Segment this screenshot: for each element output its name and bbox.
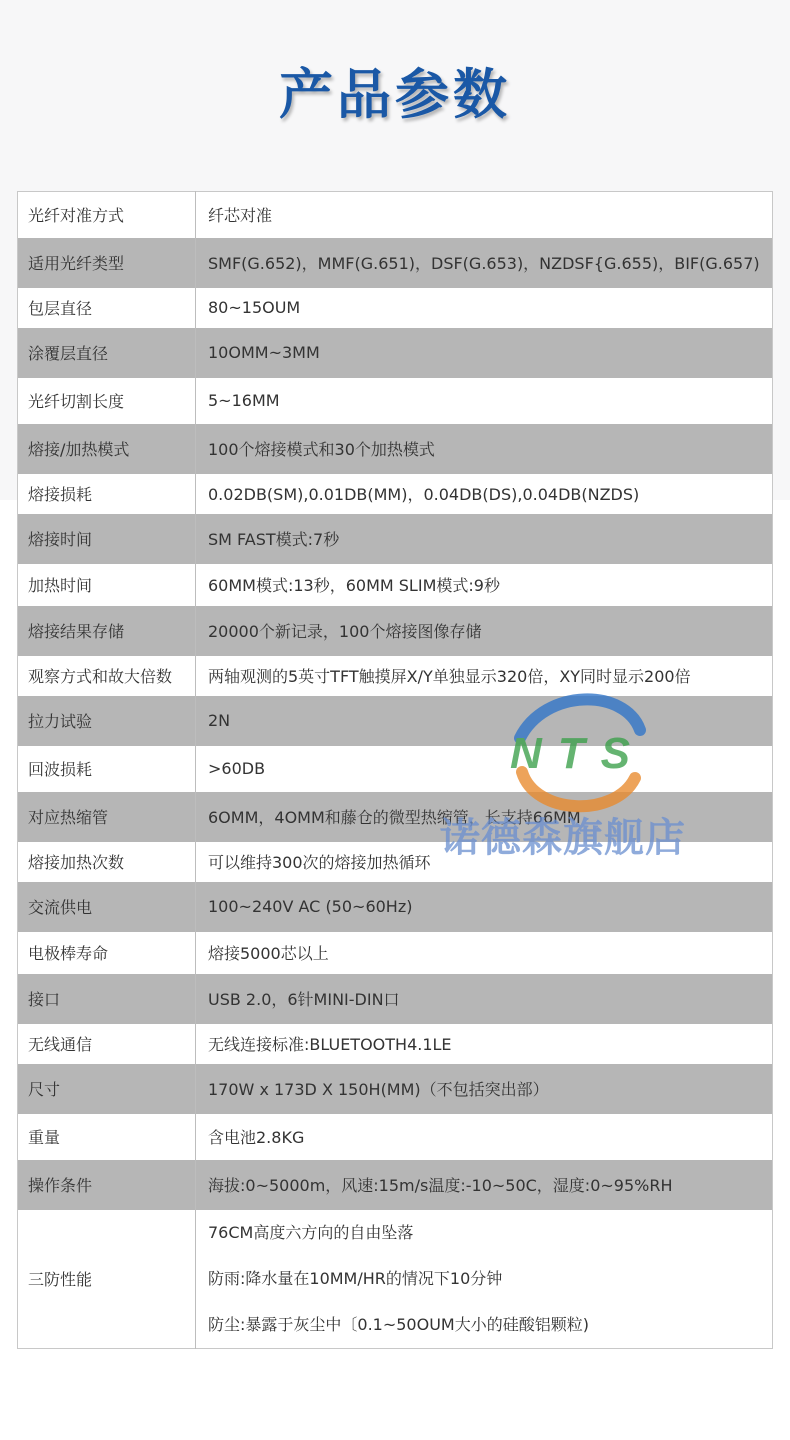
spec-key: 回波损耗	[18, 746, 196, 792]
spec-row	[18, 974, 773, 1024]
spec-key: 加热时间	[18, 564, 196, 606]
spec-row	[18, 238, 773, 288]
spec-value: >60DB	[208, 759, 266, 778]
spec-value: 6OMM，4OMM和藤仓的微型热缩管，长支持66MM	[208, 808, 581, 827]
spec-row-protection	[18, 1210, 773, 1349]
spec-value: 20000个新记录，100个熔接图像存储	[208, 622, 482, 641]
spec-key: 熔接结果存储	[18, 606, 196, 656]
spec-key: 适用光纤类型	[18, 238, 196, 288]
spec-value: 100~240V AC (50~60Hz)	[208, 897, 413, 916]
spec-value: 5~16MM	[208, 391, 280, 410]
spec-key: 无线通信	[18, 1024, 196, 1064]
spec-key: 三防性能	[18, 1210, 196, 1349]
spec-value: 0.02DB(SM),0.01DB(MM)，0.04DB(DS),0.04DB(NZDS)	[208, 485, 640, 504]
spec-key: 对应热缩管	[18, 792, 196, 842]
spec-row	[18, 746, 773, 792]
spec-row	[18, 328, 773, 378]
spec-key: 接口	[18, 974, 196, 1024]
spec-value: 含电池2.8KG	[208, 1128, 305, 1147]
spec-table	[17, 191, 773, 1349]
spec-key: 拉力试验	[18, 696, 196, 746]
spec-key: 交流供电	[18, 882, 196, 932]
spec-value: 无线连接标准:BLUETOOTH4.1LE	[208, 1035, 452, 1054]
spec-key: 熔接/加热模式	[18, 424, 196, 474]
spec-row	[18, 606, 773, 656]
spec-key: 电极棒寿命	[18, 932, 196, 974]
spec-row	[18, 424, 773, 474]
spec-value: 100个熔接模式和30个加热模式	[208, 440, 435, 459]
spec-row	[18, 1160, 773, 1210]
spec-row	[18, 192, 773, 238]
spec-value: SM FAST模式:7秒	[208, 530, 340, 549]
protection-line: 防尘:暴露于灰尘中〔0.1~50OUM大小的硅酸铝颗粒)	[208, 1314, 589, 1334]
spec-row	[18, 514, 773, 564]
logo-letter-n: NTS	[510, 729, 630, 778]
protection-line: 76CM高度六方向的自由坠落	[208, 1222, 414, 1242]
spec-key: 包层直径	[18, 288, 196, 328]
spec-value: USB 2.0，6针MINI-DIN口	[208, 990, 400, 1009]
spec-key: 涂覆层直径	[18, 328, 196, 378]
spec-value: 2N	[208, 711, 231, 730]
spec-value: SMF(G.652)，MMF(G.651)，DSF(G.653)，NZDSF{G.655)，BIF(G.657)	[208, 254, 760, 273]
spec-value: 纤芯对准	[208, 206, 273, 226]
spec-value-multiline	[196, 1210, 773, 1349]
spec-row	[18, 378, 773, 424]
protection-line: 防雨:降水量在10MM/HR的情况下10分钟	[208, 1268, 503, 1288]
spec-key: 熔接损耗	[18, 474, 196, 514]
spec-row	[18, 932, 773, 974]
spec-row	[18, 1064, 773, 1114]
spec-value: 海拔:0~5000m，风速:15m/s温度:-10~50C，湿度:0~95%RH	[208, 1176, 673, 1195]
spec-key: 尺寸	[18, 1064, 196, 1114]
spec-value: 60MM模式:13秒，60MM SLIM模式:9秒	[208, 576, 500, 595]
spec-table-body	[18, 192, 773, 1349]
spec-key: 观察方式和故大倍数	[18, 656, 196, 696]
spec-row	[18, 882, 773, 932]
store-name-watermark: 诺德森旗舰店	[440, 815, 686, 861]
page-title: 产品参数	[279, 63, 511, 126]
spec-row	[18, 1024, 773, 1064]
spec-row	[18, 1114, 773, 1160]
spec-row	[18, 288, 773, 328]
spec-key: 操作条件	[18, 1160, 196, 1210]
spec-row	[18, 656, 773, 696]
spec-key: 光纤切割长度	[18, 378, 196, 424]
spec-value: 170W x 173D X 150H(MM)（不包括突出部）	[208, 1080, 549, 1099]
spec-key: 重量	[18, 1114, 196, 1160]
spec-value: 熔接5000芯以上	[208, 944, 329, 963]
spec-row	[18, 474, 773, 514]
spec-value: 两轴观测的5英寸TFT触摸屏X/Y单独显示320倍，XY同时显示200倍	[208, 667, 691, 686]
spec-row	[18, 564, 773, 606]
spec-value: 可以维持300次的熔接加热循环	[208, 853, 431, 872]
spec-value: 10OMM~3MM	[208, 343, 320, 362]
spec-row	[18, 696, 773, 746]
spec-key: 熔接加热次数	[18, 842, 196, 882]
spec-value: 80~15OUM	[208, 298, 301, 317]
spec-key: 光纤对准方式	[18, 192, 196, 238]
spec-key: 熔接时间	[18, 514, 196, 564]
